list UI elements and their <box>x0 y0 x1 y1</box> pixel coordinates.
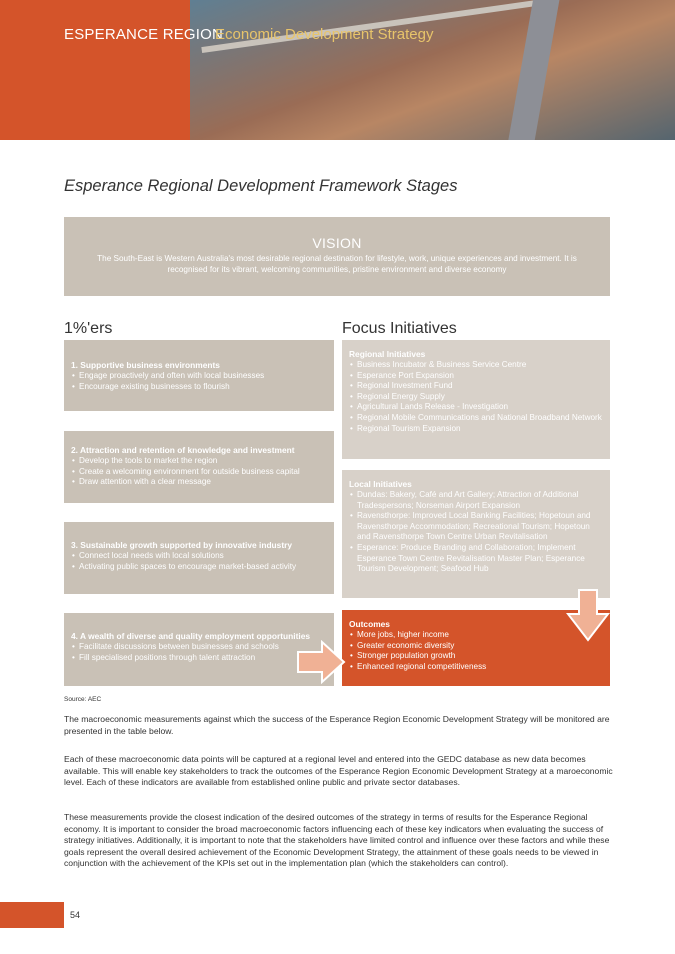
list-item: • Regional Energy Supply <box>349 392 603 403</box>
list-item: • Regional Investment Fund <box>349 381 603 392</box>
left-box-title: 4. A wealth of diverse and quality employment opportunities <box>71 631 311 641</box>
list-item: • Dundas: Bakery, Café and Art Gallery; Attraction of Additional Tradespersons; Norseman Airport Expansion <box>349 490 603 511</box>
list-item: • Fill specialised positions through talent attraction <box>71 653 327 664</box>
vision-text: The South-East is Western Australia's most desirable regional destination for lifestyle, work, unique experiences and investment. It is recognised for its vibrant, welcoming communities, pristine environment and diverse economy <box>97 254 577 274</box>
footer-accent-bar <box>0 902 64 928</box>
header-subtitle: Economic Development Strategy <box>215 26 434 43</box>
left-box-1 <box>64 340 334 411</box>
list-item: • Develop the tools to market the region <box>71 456 327 467</box>
list-item: • Activating public spaces to encourage market-based activity <box>71 562 327 573</box>
page-number: 54 <box>70 910 81 920</box>
list-item: • Greater economic diversity <box>349 641 603 652</box>
list-item: • Stronger population growth <box>349 651 603 662</box>
list-item: • Engage proactively and often with local businesses <box>71 371 327 382</box>
left-box-4 <box>64 613 334 686</box>
left-column-heading: 1%'ers <box>64 320 113 337</box>
paragraph-1: The macroeconomic measurements against which the success of the Esperance Region Economic Development Strategy will be monitored are presented in the table below. <box>64 714 610 736</box>
list-item: • Regional Tourism Expansion <box>349 424 603 435</box>
vision-box <box>64 217 610 296</box>
left-box-2 <box>64 431 334 503</box>
list-item: • Ravensthorpe: Improved Local Banking Facilities; Hopetoun and Ravensthorpe Accommodation; Recreational Tourism; Hopetoun and Ravensthorpe Town Centre Urban Revitalisation <box>349 511 603 543</box>
list-item: • Business Incubator & Business Service Centre <box>349 360 603 371</box>
left-box-title: 1. Supportive business environments <box>71 360 220 370</box>
local-initiatives-title: Local Initiatives <box>349 479 412 489</box>
list-item: • Connect local needs with local solutions <box>71 551 327 562</box>
list-item: • Esperance: Produce Branding and Collaboration; Implement Esperance Town Centre Revitalisation Master Plan; Esperance Tourism Development; Seafood Hub <box>349 543 603 575</box>
source-note: Source: AEC <box>64 696 102 703</box>
paragraph-3: These measurements provide the closest indication of the desired outcomes of the strategy in terms of results for the Esperance Regional economy. It is important to consider the broad macroeconomic factors influencing each of these key indicators when evaluating the success of strategy initiatives. Additionally, it is important to note that the stakeholders have limited control and influence over these factors and while these goals represent the overall desired achievement of the Economic Development Strategy, the attainment of these goals needs to be viewed in conjunction with the achievement of the KPIs set out in the implementation plan (which the stakeholders can control). <box>64 812 610 868</box>
vision-title: VISION <box>312 235 362 251</box>
paragraph-2: Each of these macroeconomic data points will be captured at a regional level and entered into the GEDC database as new data becomes available. This will enable key stakeholders to track the outcomes of the Esperance Region Economic Development Strategy at a maroeconomic level. Each of these indicators are available from established online public and private sector databases. <box>64 754 613 787</box>
regional-initiatives-title: Regional Initiatives <box>349 349 426 359</box>
list-item: • Enhanced regional competitiveness <box>349 662 603 673</box>
left-box-title: 3. Sustainable growth supported by innovative industry <box>71 540 293 550</box>
header-accent-block <box>0 0 190 140</box>
regional-initiatives-box <box>342 340 610 459</box>
header-title: ESPERANCE REGION <box>64 26 224 43</box>
list-item: • Facilitate discussions between businesses and schools <box>71 642 327 653</box>
section-title: Esperance Regional Development Framework Stages <box>64 177 458 195</box>
header-banner <box>0 0 675 140</box>
header-photo <box>190 0 675 140</box>
list-item: • Encourage existing businesses to flourish <box>71 382 327 393</box>
local-initiatives-box <box>342 470 610 598</box>
left-box-title: 2. Attraction and retention of knowledge and investment <box>71 445 295 455</box>
right-column-heading: Focus Initiatives <box>342 320 457 337</box>
arrow-down-icon <box>566 588 610 644</box>
left-box-3 <box>64 522 334 594</box>
list-item: • Draw attention with a clear message <box>71 477 327 488</box>
list-item: • Esperance Port Expansion <box>349 371 603 382</box>
list-item: • Agricultural Lands Release - Investigation <box>349 402 603 413</box>
list-item: • More jobs, higher income <box>349 630 603 641</box>
list-item: • Create a welcoming environment for outside business capital <box>71 467 327 478</box>
arrow-right-icon <box>296 640 346 684</box>
list-item: • Regional Mobile Communications and National Broadband Network <box>349 413 603 424</box>
outcomes-title: Outcomes <box>349 619 390 629</box>
